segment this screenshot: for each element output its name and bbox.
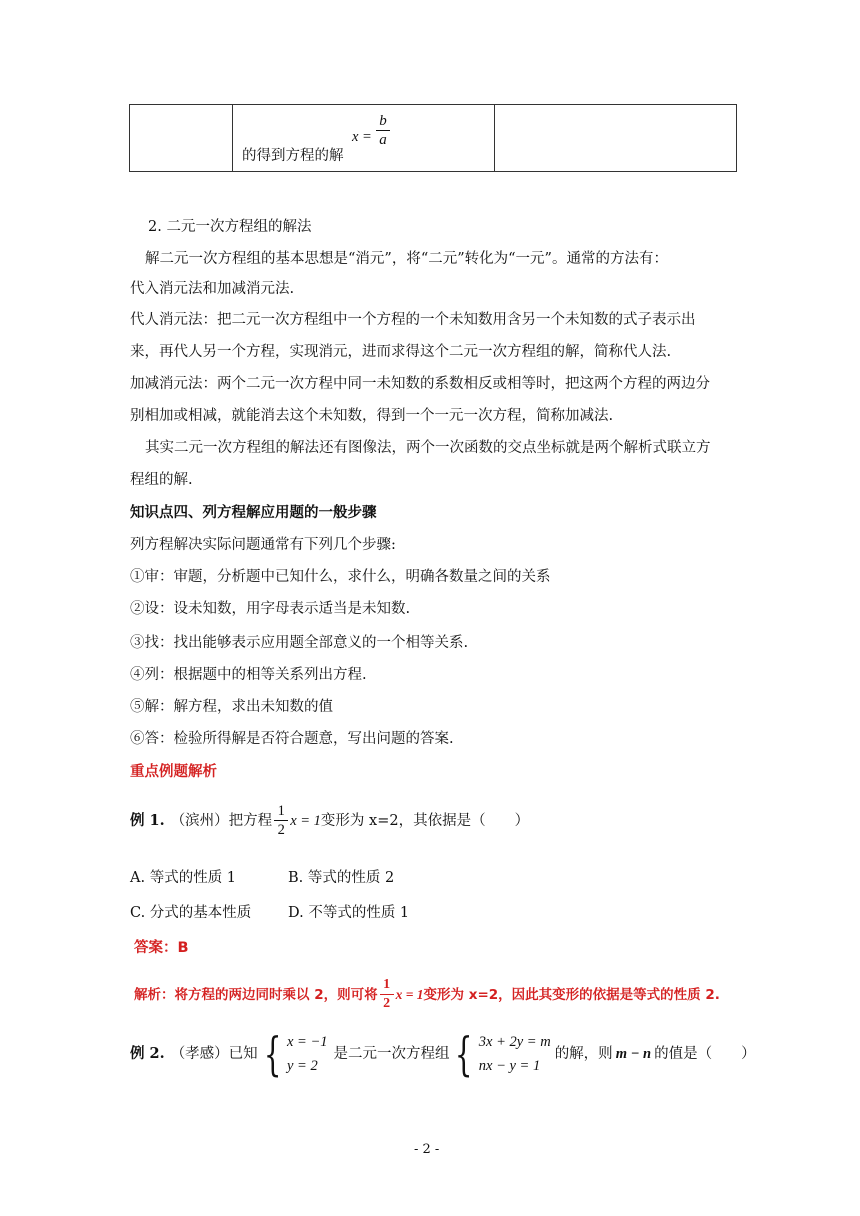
system-2-eq-2: nx − y = 1 — [478, 1058, 541, 1074]
paragraph-line: 来，再代人另一个方程，实现消元，进而求得这个二元一次方程组的解，简称代人法. — [130, 344, 672, 360]
example-label: 例 1. — [130, 811, 165, 829]
formula-lhs: x = — [352, 129, 372, 145]
paragraph-line: 代人消元法：把二元一次方程组中一个方程的一个未知数用含另一个未知数的式子表示出 — [130, 312, 696, 328]
paragraph-line: 解二元一次方程组的基本思想是“消元”，将“二元”转化为“一元”。通常的方法有： — [145, 251, 668, 267]
system-2-eq-1: 3x + 2y = m — [478, 1034, 551, 1050]
system-1-eq-1: x = −1 — [286, 1034, 328, 1050]
example-rest: 变形为 x=2，其依据是（ ） — [320, 812, 530, 829]
example-source: （滨州）把方程 — [170, 812, 273, 829]
brace-icon: { — [455, 1027, 473, 1081]
step-item: ⑥答：检验所得解是否符合题意，写出问题的答案. — [130, 731, 454, 747]
section-heading: 重点例题解析 — [130, 763, 217, 780]
page-number: - 2 - — [414, 1142, 440, 1157]
paragraph-line: 别相加或相减，就能消去这个未知数，得到一个一元一次方程，简称加减法. — [130, 408, 614, 424]
option-b: B. 等式的性质 2 — [288, 870, 395, 886]
fraction-numerator: 1 — [383, 977, 391, 992]
option-a: A. 等式的性质 1 — [130, 870, 237, 886]
fraction-numerator: 1 — [277, 803, 285, 819]
fraction-denominator: 2 — [277, 822, 285, 838]
fraction-denominator: 2 — [383, 996, 391, 1011]
example-post: 的解，则 — [554, 1046, 613, 1062]
paragraph-line: 代入消元法和加减消元法. — [130, 281, 295, 297]
example-equation: x = 1 — [290, 812, 321, 829]
option-d: D. 不等式的性质 1 — [288, 905, 410, 921]
paragraph-line: 列方程解决实际问题通常有下列几个步骤: — [130, 537, 396, 553]
fraction-denominator: a — [379, 132, 387, 148]
formula-fraction — [376, 112, 390, 149]
example-expression: m − n — [615, 1046, 652, 1062]
table-divider — [232, 105, 233, 171]
fraction-numerator: b — [379, 113, 387, 129]
option-c: C. 分式的基本性质 — [130, 905, 252, 921]
table-divider — [494, 105, 495, 171]
paragraph-line: 其实二元一次方程组的解法还有图像法，两个一次函数的交点坐标就是两个解析式联立方 — [145, 440, 711, 456]
system-1-eq-2: y = 2 — [286, 1058, 318, 1074]
brace-icon: { — [263, 1027, 282, 1081]
paragraph-line: 加减消元法：两个二元一次方程中同一未知数的系数相反或相等时，把这两个方程的两边分 — [130, 376, 710, 392]
analysis-suffix: 变形为 x=2，因此其变形的依据是等式的性质 2. — [423, 986, 720, 1003]
table-cell-text: 的得到方程的解 — [242, 148, 344, 164]
example-mid: 是二元一次方程组 — [333, 1046, 450, 1062]
example-source: （孝感）已知 — [170, 1046, 258, 1062]
analysis-fraction — [380, 976, 394, 1013]
system-1 — [287, 1030, 328, 1078]
section-heading: 知识点四、列方程解应用题的一般步骤 — [130, 504, 377, 521]
system-2 — [479, 1030, 551, 1078]
example-label: 例 2. — [130, 1045, 165, 1062]
analysis-equation: x = 1 — [395, 986, 424, 1002]
section-heading: 2. 二元一次方程组的解法 — [148, 219, 312, 235]
analysis-prefix: 解析：将方程的两边同时乘以 2，则可将 — [134, 986, 378, 1003]
step-item: ⑤解：解方程，求出未知数的值 — [130, 699, 333, 715]
step-item: ③找：找出能够表示应用题全部意义的一个相等关系. — [130, 635, 469, 651]
paragraph-line: 程组的解. — [130, 472, 193, 488]
step-item: ①审：审题，分析题中已知什么，求什么，明确各数量之间的关系 — [130, 569, 551, 585]
content-table — [129, 104, 737, 172]
example-fraction — [274, 802, 288, 839]
step-item: ④列：根据题中的相等关系列出方程. — [130, 667, 367, 683]
example-1-question — [130, 802, 529, 839]
example-2-question — [130, 1027, 756, 1081]
example-post: 的值是（ ） — [654, 1046, 756, 1062]
analysis-text — [134, 976, 720, 1013]
step-item: ②设：设未知数，用字母表示适当是未知数. — [130, 601, 411, 617]
answer-text: 答案：B — [134, 940, 189, 956]
